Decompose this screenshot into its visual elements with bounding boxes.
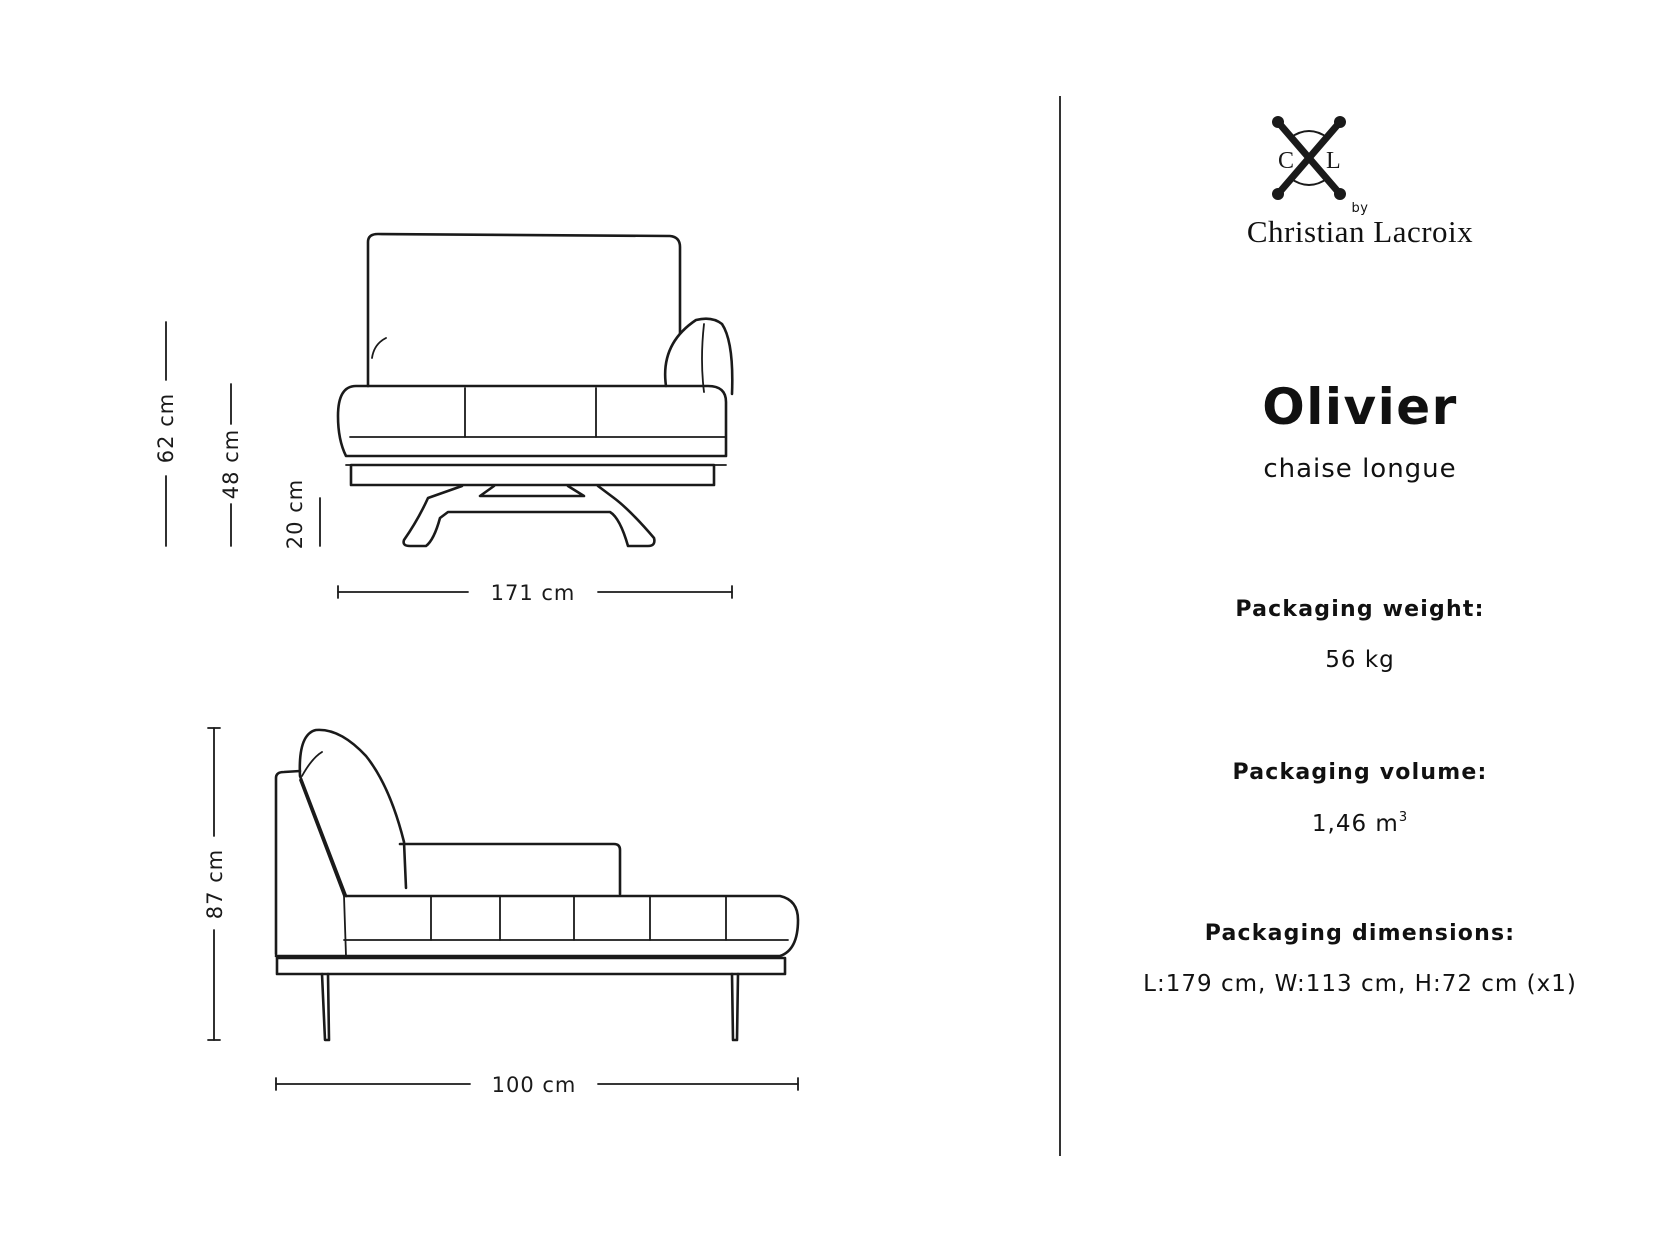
front-base: [351, 465, 714, 485]
packaging-volume-number: 1,46 m: [1311, 811, 1399, 837]
svg-text:L: L: [1326, 148, 1341, 174]
side-leg-back: [322, 974, 329, 1040]
front-height-total-label: 62 cm: [154, 392, 178, 464]
side-headrest-crease: [302, 752, 322, 776]
side-frame-slope: [300, 780, 344, 896]
side-view-drawing: [276, 730, 798, 1040]
side-headrest-pillow: [300, 730, 406, 896]
front-leg-height-label: 20 cm: [283, 478, 307, 550]
packaging-dimensions-label: Packaging dimensions:: [1204, 921, 1516, 946]
side-armrest: [400, 844, 620, 894]
side-seat-cushion: [276, 896, 798, 956]
front-seat-height-label: 48 cm: [219, 428, 243, 500]
front-pillow-crease: [702, 324, 704, 392]
brand-name: Christian Lacroix: [1246, 214, 1474, 249]
side-base: [277, 958, 785, 974]
product-type: chaise longue: [1263, 454, 1457, 484]
svg-text:C: C: [1278, 148, 1295, 174]
front-view-drawing: [338, 234, 732, 546]
side-height-label: 87 cm: [203, 848, 227, 920]
front-pillow: [665, 319, 732, 394]
front-seat-cushion: [338, 386, 726, 456]
product-name: Olivier: [1262, 378, 1458, 436]
side-back-frame: [276, 771, 300, 954]
packaging-weight-label: Packaging weight:: [1235, 597, 1485, 622]
side-cushion-front: [344, 896, 346, 956]
side-leg-front: [732, 974, 738, 1040]
packaging-volume-value: [1080, 810, 1640, 837]
packaging-weight-value: 56 kg: [1325, 647, 1395, 673]
front-width-label: 171 cm: [490, 581, 576, 605]
side-depth-label: 100 cm: [491, 1073, 577, 1097]
packaging-volume-unit-superscript: 3: [1398, 810, 1409, 825]
vertical-divider: [1059, 96, 1061, 1156]
front-backrest: [368, 234, 680, 386]
brand-by-text: by: [1351, 201, 1369, 216]
front-dimensions: [154, 322, 732, 605]
front-backrest-fold: [372, 338, 386, 358]
front-leg-bracket: [480, 486, 584, 496]
packaging-volume-label: Packaging volume:: [1232, 760, 1488, 785]
packaging-dimensions-value: L:179 cm, W:113 cm, H:72 cm (x1): [1143, 971, 1577, 997]
brand-monogram-logo: [1240, 112, 1380, 212]
